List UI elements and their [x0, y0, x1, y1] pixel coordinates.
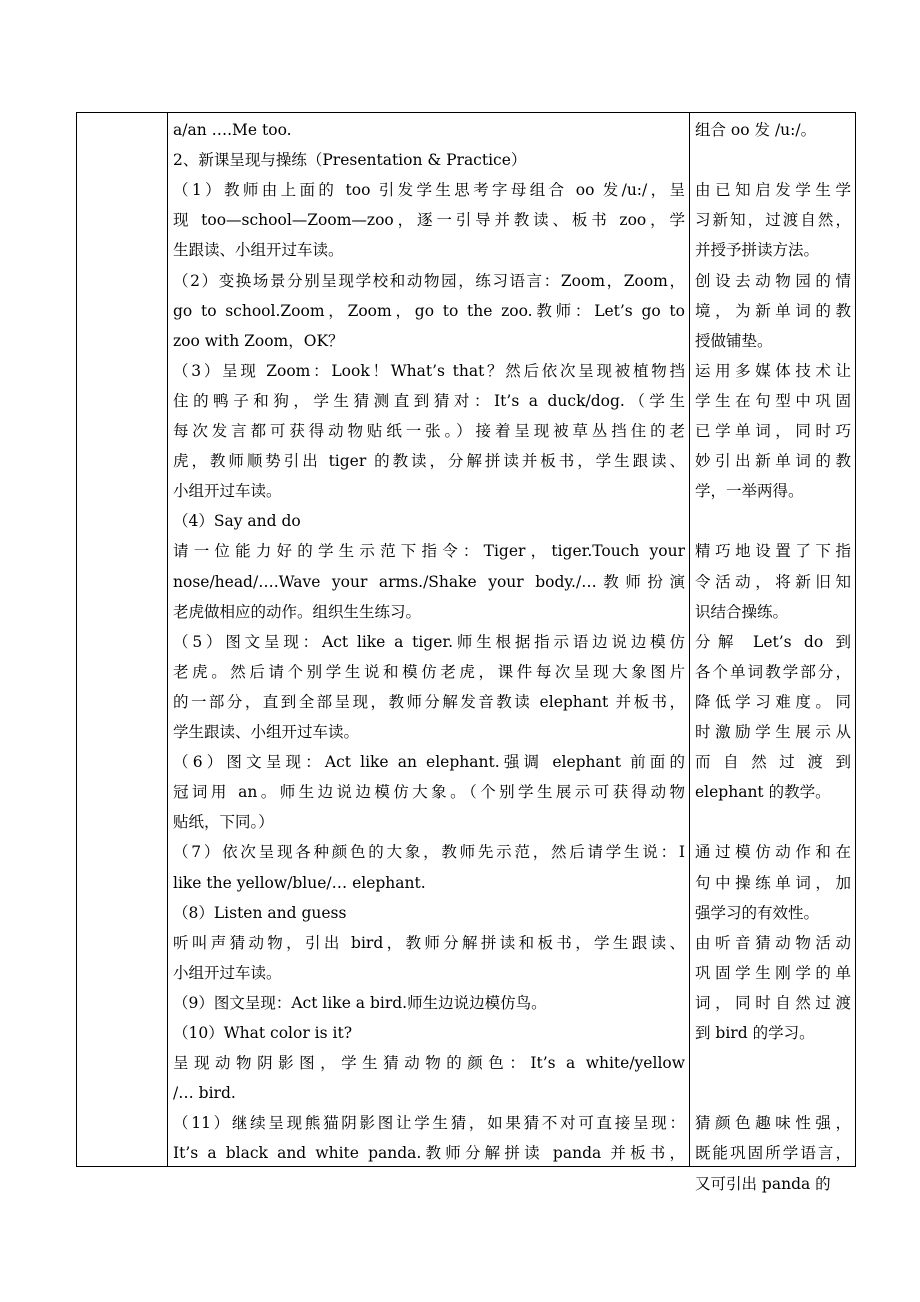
procedure-line: /… bird.: [173, 1084, 236, 1103]
teaching-procedure-column: [173, 113, 685, 1166]
column-divider-left: [167, 113, 168, 1166]
intent-line: 又可引出 panda 的: [695, 1174, 831, 1193]
procedure-line: （10）What color is it?: [173, 1024, 353, 1042]
intent-line: 句中操练单词，加: [695, 873, 851, 892]
intent-line: [695, 1048, 851, 1078]
design-intent-column: [695, 113, 851, 1193]
procedure-line: （9）图文呈现：Act like a bird.师生边说边模仿鸟。: [173, 993, 547, 1012]
procedure-line: It’s a black and white panda.教师分解拼读 panda 并板书，: [173, 1144, 685, 1163]
intent-line: [695, 1078, 851, 1108]
procedure-line: go to school.Zoom，Zoom，go to the zoo.教师：Let’s go to: [173, 301, 685, 320]
intent-line: elephant 的教学。: [695, 783, 831, 802]
intent-line: [695, 506, 851, 536]
procedure-line: zoo with Zoom，OK？: [173, 331, 344, 350]
procedure-line: 老虎。然后请个别学生说和模仿老虎，课件每次呈现大象图片: [173, 662, 685, 681]
procedure-line: 小组开过车读。: [173, 482, 282, 501]
procedure-line: （5）图文呈现：Act like a tiger.师生根据指示语边说边模仿: [173, 632, 685, 651]
intent-line: 并授予拼读方法。: [695, 241, 820, 260]
procedure-line: 学生跟读、小组开过车读。: [173, 723, 360, 741]
procedure-line: （6）图文呈现：Act like an elephant.强调 elephant 前面的: [173, 753, 685, 772]
intent-line: 学生在句型中巩固: [695, 391, 851, 410]
procedure-line: （3）呈现 Zoom：Look！What’s that？然后依次呈现被植物挡: [173, 361, 685, 380]
procedure-line: 呈现动物阴影图，学生猜动物的颜色：It’s a white/yellow: [173, 1054, 685, 1073]
intent-line: 由听音猜动物活动: [695, 933, 851, 952]
intent-line: 令活动，将新旧知: [695, 572, 851, 591]
intent-line: 词，同时自然过渡: [695, 993, 851, 1012]
procedure-line: （2）变换场景分别呈现学校和动物园，练习语言：Zoom，Zoom，: [173, 271, 685, 290]
procedure-line: （4）Say and do: [173, 512, 301, 531]
intent-line: 而 自 然 过 渡 到: [695, 753, 851, 772]
intent-line: 各个单词教学部分，: [695, 662, 851, 681]
intent-line: 分解 Let’s do 到: [695, 632, 851, 651]
intent-line: [695, 145, 851, 175]
procedure-line: 住的鸭子和狗，学生猜测直到猜对：It’s a duck/dog.（学生: [173, 391, 685, 410]
procedure-line: （11）继续呈现熊猫阴影图让学生猜，如果猜不对可直接呈现：: [173, 1114, 685, 1133]
procedure-line: （1）教师由上面的 too 引发学生思考字母组合 oo 发/u:/，呈: [173, 181, 685, 200]
intent-line: 运用多媒体技术让: [695, 361, 851, 380]
intent-line: 通过模仿动作和在: [695, 843, 851, 862]
lesson-plan-table: [76, 112, 856, 1193]
intent-line: 授做铺垫。: [695, 331, 773, 350]
procedure-line: 老虎做相应的动作。组织生生练习。: [173, 602, 422, 621]
procedure-line: 贴纸，下同。）: [173, 813, 274, 832]
procedure-line: 小组开过车读。: [173, 963, 282, 982]
procedure-line: a/an ….Me too.: [173, 121, 292, 139]
column-divider-right: [689, 113, 690, 1166]
procedure-line: 现 too—school—Zoom—zoo，逐一引导并教读、板书 zoo，学: [173, 211, 685, 230]
intent-line: 学，一举两得。: [695, 482, 804, 501]
procedure-line: 每次发言都可获得动物贴纸一张。）接着呈现被草丛挡住的老: [173, 422, 685, 440]
intent-line: 降低学习难度。同: [695, 692, 851, 711]
intent-line: 精巧地设置了下指: [695, 542, 851, 561]
intent-line: 既能巩固所学语言，: [695, 1144, 851, 1163]
procedure-line: 冠词用 an。师生边说边模仿大象。（个别学生展示可获得动物: [173, 783, 685, 802]
intent-line: 创设去动物园的情: [695, 271, 851, 290]
procedure-line: nose/head/….Wave your arms./Shake your body./…教师扮演: [173, 572, 685, 591]
intent-line: 巩固学生刚学的单: [695, 963, 851, 982]
procedure-line: （8）Listen and guess: [173, 903, 347, 922]
intent-line: 境，为新单词的教: [695, 301, 851, 320]
intent-line: 组合 oo 发 /u:/。: [695, 121, 817, 139]
procedure-line: 请一位能力好的学生示范下指令：Tiger，tiger.Touch your: [173, 542, 685, 561]
intent-line: 强学习的有效性。: [695, 903, 820, 922]
procedure-line: 2、新课呈现与操练（Presentation & Practice）: [173, 151, 527, 170]
intent-line: 妙引出新单词的教: [695, 452, 851, 471]
procedure-line: like the yellow/blue/… elephant.: [173, 873, 426, 892]
intent-line: 猜颜色趣味性强，: [695, 1114, 851, 1133]
intent-line: 由已知启发学生学: [695, 181, 851, 200]
procedure-line: 听叫声猜动物，引出 bird，教师分解拼读和板书，学生跟读、: [173, 933, 685, 952]
procedure-line: 的一部分，直到全部呈现，教师分解发音教读 elephant 并板书，: [173, 692, 685, 711]
intent-line: 到 bird 的学习。: [695, 1024, 815, 1042]
intent-line: 已学单词，同时巧: [695, 422, 851, 440]
intent-line: 识结合操练。: [695, 602, 789, 621]
procedure-line: （7）依次呈现各种颜色的大象，教师先示范，然后请学生说：I: [173, 843, 685, 862]
procedure-line: 虎，教师顺势引出 tiger 的教读，分解拼读并板书，学生跟读、: [173, 452, 685, 471]
intent-line: 习新知，过渡自然，: [695, 211, 851, 230]
intent-line: 时激励学生展示从: [695, 723, 851, 741]
intent-line: [695, 807, 851, 837]
procedure-line: 生跟读、小组开过车读。: [173, 241, 344, 260]
